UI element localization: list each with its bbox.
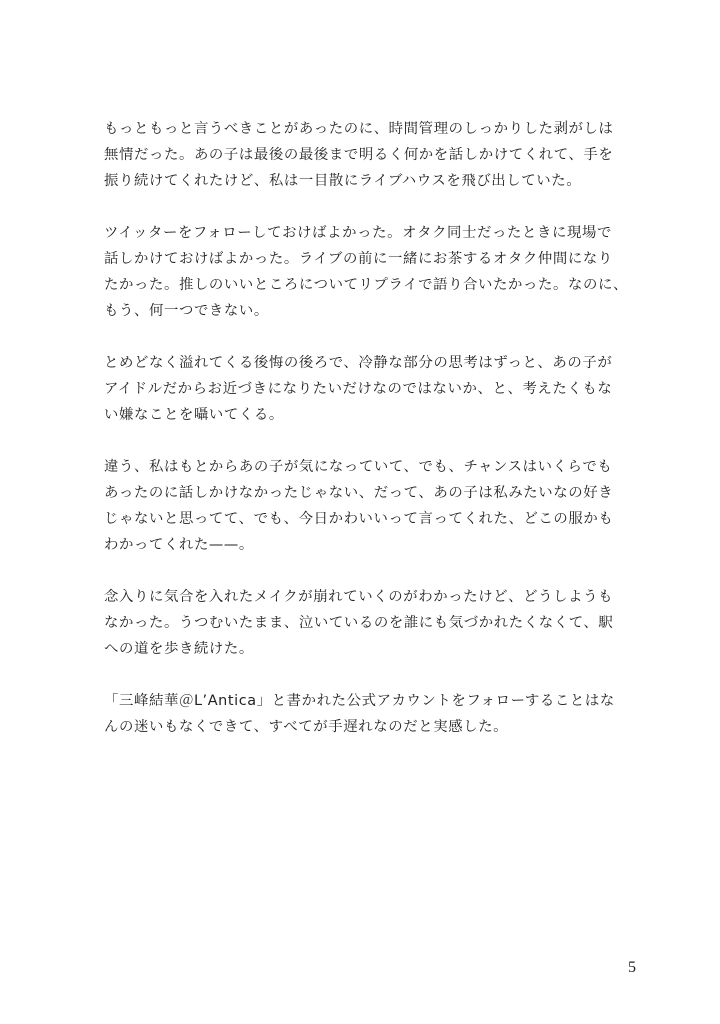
text-line: 話しかけておけばよかった。ライブの前に一緒にお茶するオタク仲間になり <box>104 251 613 267</box>
paragraph-5 <box>104 584 644 662</box>
text-line: なかった。うつむいたまま、泣いているのを誰にも気づかれたくなくて、駅 <box>104 615 614 631</box>
paragraph-2 <box>104 220 644 324</box>
text-line: い嫌なことを囁いてくる。 <box>104 407 284 423</box>
text-line: たかった。推しのいいところについてリプライで語り合いたかった。なのに、 <box>104 277 628 293</box>
text-line: 念入りに気合を入れたメイクが崩れていくのがわかったけど、どうしようも <box>104 589 614 605</box>
paragraph-6 <box>104 688 644 740</box>
text-line: アイドルだからお近づきになりたいだけなのではないか、と、考えたくもな <box>104 381 613 397</box>
text-line: 無情だった。あの子は最後の最後まで明るく何かを話しかけてくれて、手を <box>104 147 614 163</box>
text-line: あったのに話しかけなかったじゃない、だって、あの子は私みたいなの好き <box>104 485 614 501</box>
text-line: じゃないと思ってて、でも、今日かわいいって言ってくれた、どこの服かも <box>104 511 614 527</box>
text-line: 違う、私はもとからあの子が気になっていて、でも、チャンスはいくらでも <box>104 459 613 475</box>
paragraph-1 <box>104 116 644 194</box>
paragraph-4 <box>104 454 644 558</box>
text-line: への道を歩き続けた。 <box>104 641 254 657</box>
text-line: わかってくれた——。 <box>104 537 254 553</box>
text-line: とめどなく溢れてくる後悔の後ろで、冷静な部分の思考はずっと、あの子が <box>104 355 613 371</box>
text-line: 振り続けてくれたけど、私は一目散にライブハウスを飛び出していた。 <box>104 173 582 189</box>
text-line: もう、何一つできない。 <box>104 303 269 319</box>
text-line: もっともっと言うべきことがあったのに、時間管理のしっかりした剥がしは <box>104 121 614 137</box>
text-line: ツイッターをフォローしておけばよかった。オタク同士だったときに現場で <box>104 225 612 241</box>
text-line: 「三峰結華＠L’Antica」と書かれた公式アカウントをフォローすることはな <box>104 693 615 709</box>
page-number: 5 <box>628 959 636 976</box>
text-line: んの迷いもなくできて、すべてが手遅れなのだと実感した。 <box>104 719 509 735</box>
body-text <box>104 116 644 766</box>
paragraph-3 <box>104 350 644 428</box>
